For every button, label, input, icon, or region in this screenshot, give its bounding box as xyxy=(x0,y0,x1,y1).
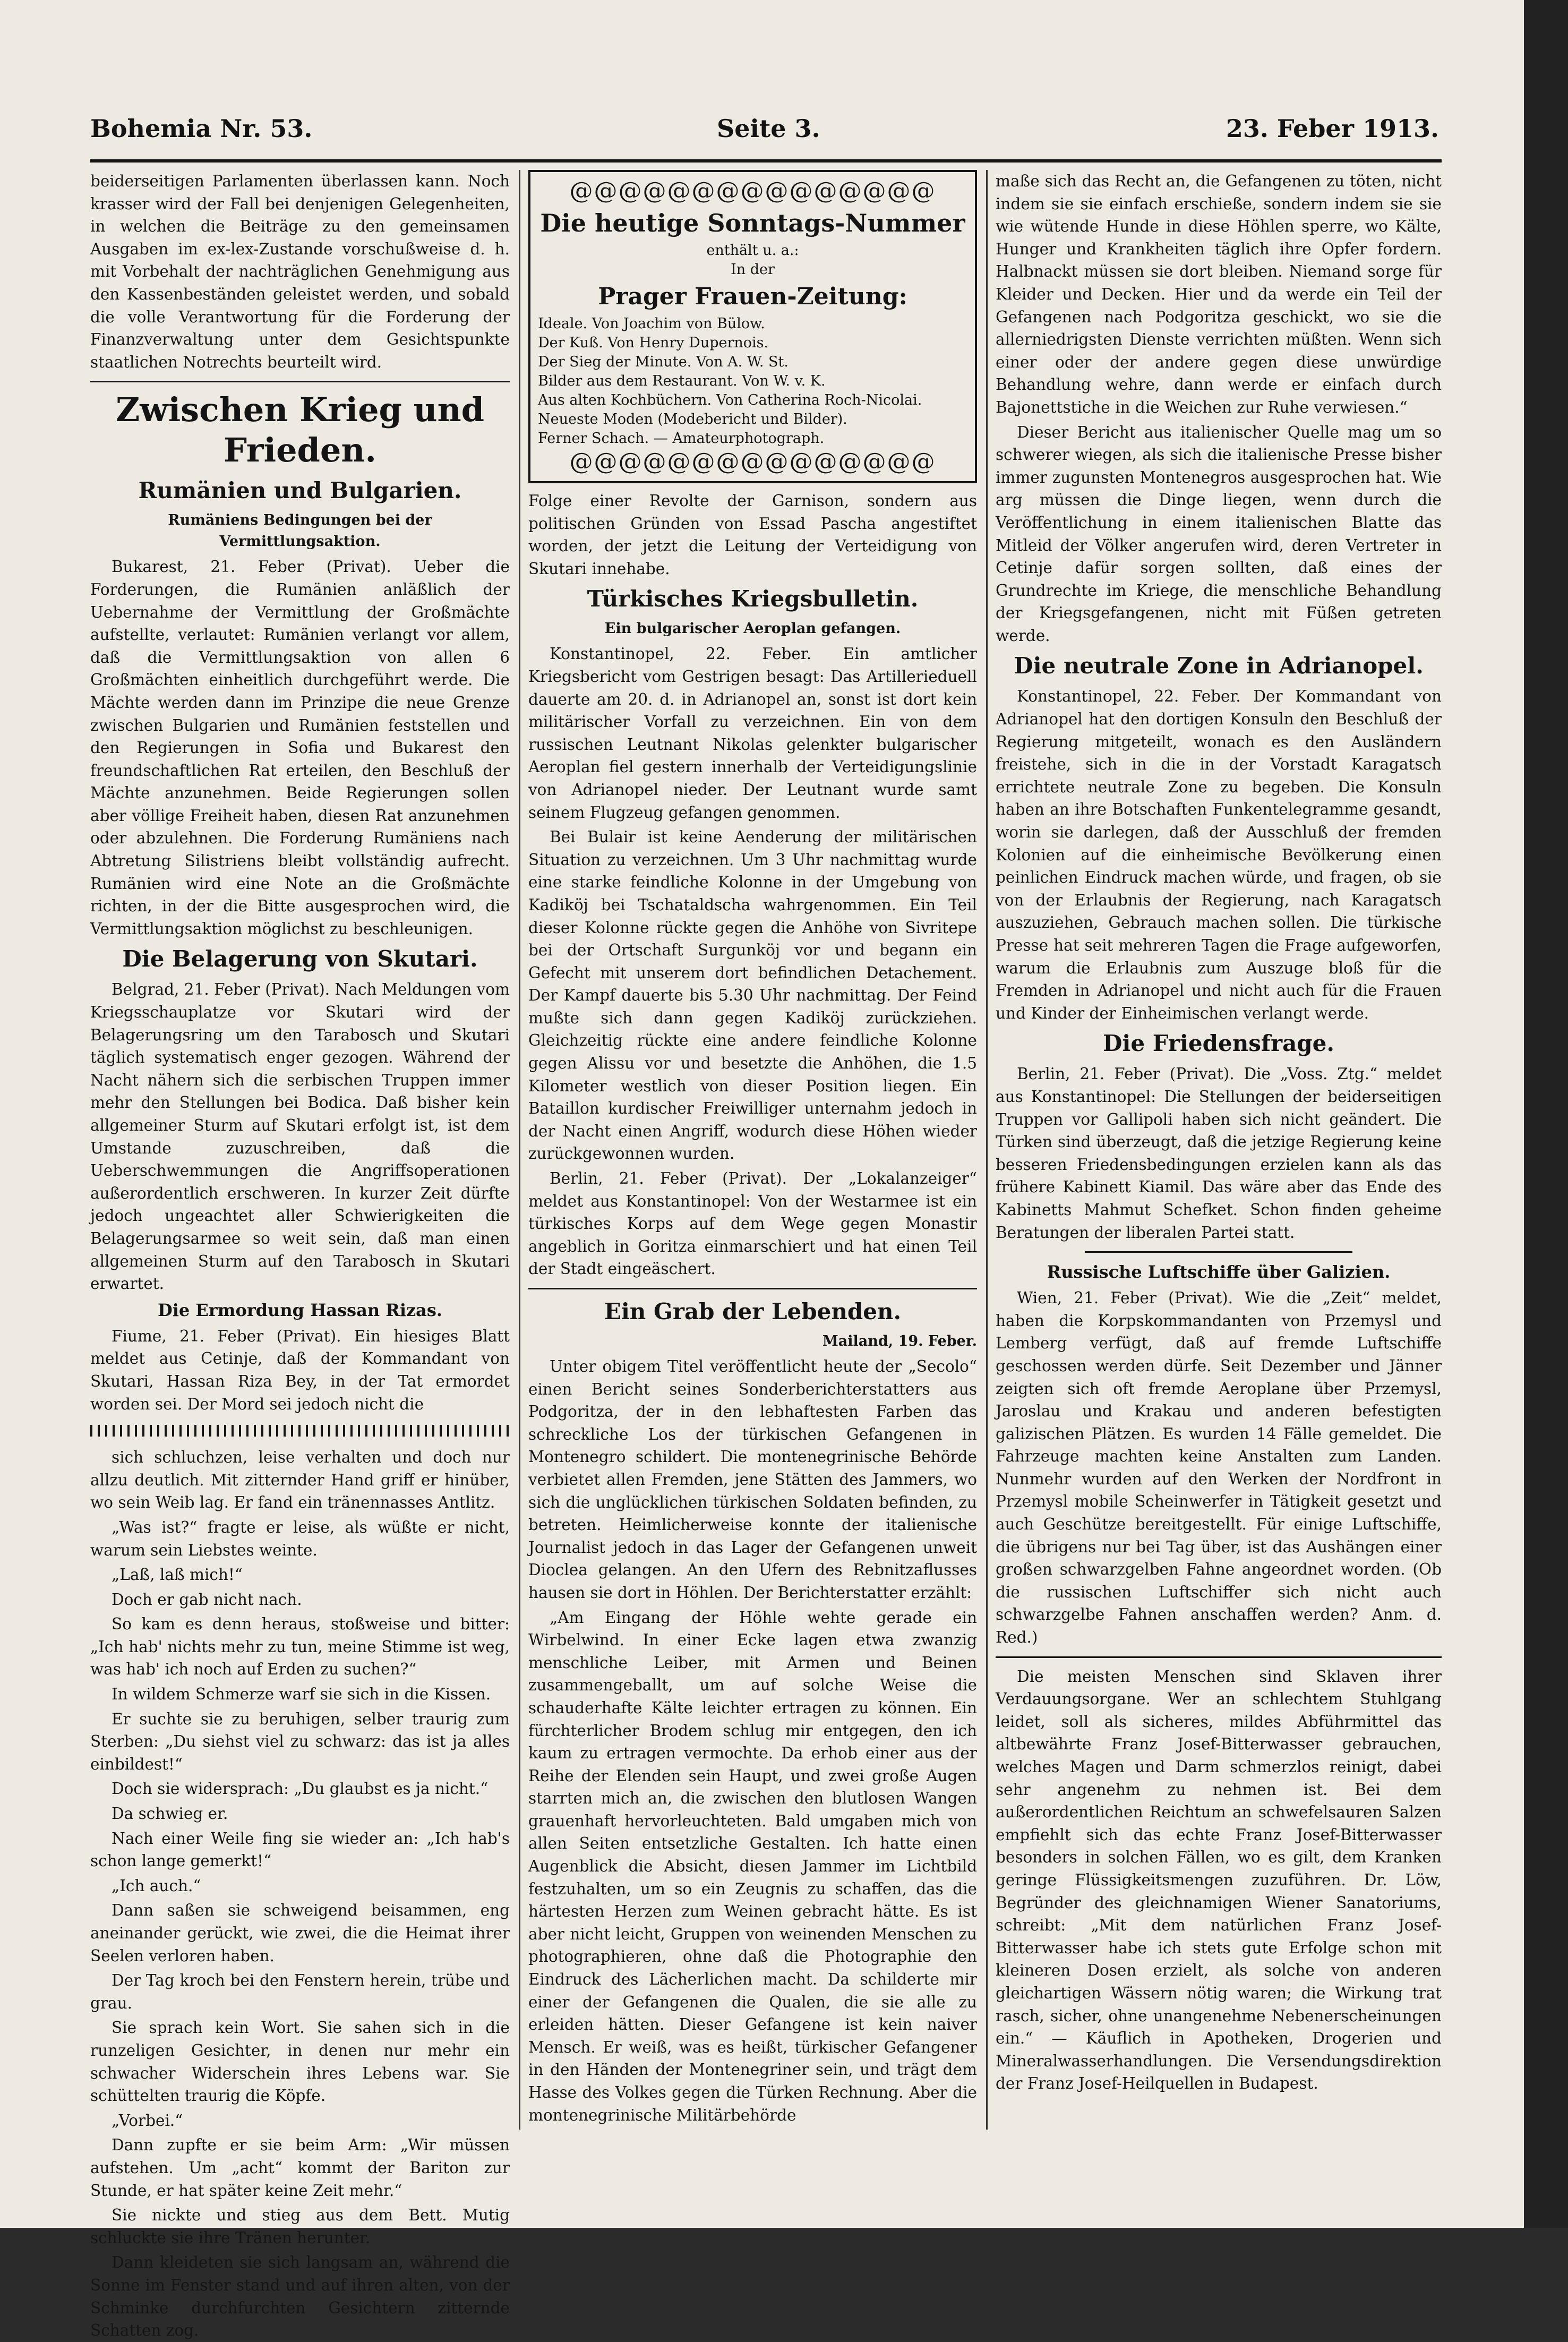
story-paragraph: In wildem Schmerze warf sie sich in die Kissen. xyxy=(112,1685,491,1704)
story-paragraph: sich schluchzen, leise verhalten und doch nur allzu deutlich. Mit zitternder Hand griff er hinüber, wo sein Weib lag. Er fand ein tränennasses Antlitz. xyxy=(90,1448,510,1512)
article-paragraph: Fiume, 21. Feber (Privat). Ein hiesiges Blatt meldet aus Cetinje, daß der Kommandant von Skutari, Hassan Riza Bey, in der Tat ermordet worden sei. Der Mord sei jedoch nicht die xyxy=(90,1327,510,1413)
article-subheadline: Die Ermordung Hassan Rizas. xyxy=(157,1300,443,1320)
box-title: Die heutige Sonntags-Nummer xyxy=(540,209,965,237)
box-supplement-title: Prager Frauen-Zeitung: xyxy=(598,283,907,310)
article-paragraph: Konstantinopel, 22. Feber. Ein amtlicher Kriegsbericht vom Gestrigen besagt: Das Artillerieduell dauerte am 20. d. in Adrianopel an, sonst ist dort kein militärischer Vorfall zu verzeichnen. Ein von dem russischen Leutnant Nikolas gelenkter bulgarischer Aeroplan fiel gestern innerhalb der Verteidigungslinie von Adrianopel nieder. Der Leutnant wurde samt seinem Flugzeug gefangen genommen. xyxy=(528,645,977,822)
header-date: 23. Feber 1913. xyxy=(1226,114,1439,143)
article-paragraph: Berlin, 21. Feber (Privat). Der „Lokalanzeiger“ meldet aus Konstantinopel: Von der Westarmee ist ein türkisches Korps auf dem Wege gegen Monastir angeblich in Goritza einmarschiert und hat einen Teil der Stadt eingeäschert. xyxy=(528,1169,977,1278)
article-headline: Rumänien und Bulgarien. xyxy=(138,477,462,504)
story-paragraph: Doch er gab nicht nach. xyxy=(112,1590,302,1609)
story-paragraph: Sie nickte und stieg aus dem Bett. Mutig schluckte sie ihre Tränen herunter. xyxy=(90,2206,510,2247)
story-paragraph: Sie sprach kein Wort. Sie sahen sich in die runzeligen Gesichter, in denen nur mehr ein schwacher Widerschein ihres Lebens war. Sie schüttelten traurig die Köpfe. xyxy=(90,2019,510,2105)
article-headline: Türkisches Kriegsbulletin. xyxy=(587,586,919,612)
box-content-item: Ideale. Von Joachim von Bülow. xyxy=(538,315,765,332)
article-paragraph: Wien, 21. Feber (Privat). Wie die „Zeit“ meldet, haben die Korpskommandanten von Przemysl und Lemberg verfügt, daß auf fremde Luftschiffe geschossen werden dürfe. Seit Dezember und Jänner zeigten sich oft fremde Aeroplane über Przemysl, Jaroslau und Krakau und anderen befestigten galizischen Plätzen. Es wurden 14 Fälle gemeldet. Die Fahrzeuge machten keine Anstalten zum Landen. Nunmehr wurden auf den Werken der Nordfront in Przemysl mobile Scheinwerfer in Tätigkeit gesetzt und auch Geschütze bereitgestellt. Für einige Luftschiffe, die übrigens nur bei Tag über, ist das Aushängen einer großen schwarzgelben Fahne angeordnet worden. (Ob die russischen Luftschiffer sich nicht auch schwarzgelbe Fahnen anschaffen werden? Anm. d. Red.) xyxy=(996,1289,1442,1647)
article-headline: Die neutrale Zone in Adrianopel. xyxy=(1014,653,1424,679)
ornament-border: @@@@@@@@@@@@@@@ xyxy=(569,177,936,204)
box-content-item: Der Kuß. Von Henry Dupernois. xyxy=(538,335,769,351)
story-paragraph: „Ich auch.“ xyxy=(112,1876,201,1895)
story-paragraph: „Laß, laß mich!“ xyxy=(112,1566,243,1584)
section-headline: Zwischen Krieg und Frieden. xyxy=(115,390,485,470)
article-paragraph: Bukarest, 21. Feber (Privat). Ueber die Forderungen, die Rumänien anläßlich der Uebernahme der Vermittlung der Großmächte aufstellte, verlautet: Rumänien verlangt vor allem, daß die Vermittlungsaktion von allen 6 Großmächten einheitlich durchgeführt werde. Die Mächte werden dann im Prinzipe die neue Grenze zwischen Bulgarien und Rumänien feststellen und den Regierungen in Sofia und Bukarest den freundschaftlichen Rat erteilen, den Beschluß der Mächte anzunehmen. Beide Regierungen sollen aber völlige Freiheit haben, diesen Rat anzunehmen oder abzulehnen. Die Forderung Rumäniens nach Abtretung Silistriens bleibt vollständig aufrecht. Rumänien wird eine Note an die Großmächte richten, in der die Bitte ausgesprochen wird, die Vermittlungsaktion möglichst zu beschleunigen. xyxy=(90,558,510,938)
article-paragraph: „Am Eingang der Höhle wehte gerade ein Wirbelwind. In einer Ecke lagen etwa zwanzig menschliche Leiber, mit Armen und Beinen zusammengeballt, um auf solche Weise die schauderhafte Kälte leichter ertragen zu können. Ein fürchterlicher Brodem schlug mir entgegen, den ich kaum zu ertragen vermochte. Da erhob einer aus der Reihe der Elenden sein Haupt, und zwei große Augen starrten mich an, die zwischen den blutlosen Wangen grauenhaft hervorleuchteten. Bald umgaben mich von allen Seiten entsetzliche Gestalten. Ich hatte einen Augenblick die Absicht, diesen Jammer im Lichtbild festzuhalten, um so ein Zeugnis zu schaffen, das die härtesten Herzen zum Weinen gebracht hätte. Es ist aber nicht leicht, Gruppen von weinenden Menschen zu photographieren, ohne daß die Photographie den Eindruck des Lächerlichen macht. Da schilderte mir einer der Gefangenen die Qualen, die sie alle zu erleiden hätten. Dieser Gefangene ist kein naiver Mensch. Er weiß, was es heißt, türkischer Gefangener in den Händen der Montenegriner sein, und trägt dem Hasse des Volkes gegen die Türken Rechnung. Aber die montenegrinische Militärbehörde xyxy=(528,1608,977,2124)
article-paragraph: Bei Bulair ist keine Aenderung der militärischen Situation zu verzeichnen. Um 3 Uhr nachmittag wurde eine starke feindliche Kolonne in der Umgebung von Kadiköj bei Tschataldscha wahrgenommen. Ein Teil dieser Kolonne rückte gegen die Anhöhe von Sivritepe bei der Ortschaft Surgunköj vor und begann ein Gefecht mit unserem dort befindlichen Detachement. Der Kampf dauerte bis 5.30 Uhr nachmittag. Der Feind mußte sich dann gegen Kadiköj zurückziehen. Gleichzeitig rückte eine andere feindliche Kolonne gegen Alissu vor und besetzte die Anhöhen, die 1.5 Kilometer westlich von dieser Position liegen. Ein Bataillon kurdischer Freiwilliger unternahm jedoch in der Nacht einen Angriff, wodurch diese Höhen wieder zurückgewonnen wurden. xyxy=(528,828,977,1163)
page-header xyxy=(90,114,1439,157)
article-continuation: Folge einer Revolte der Garnison, sondern aus politischen Gründen von Essad Pascha angestiftet worden, der jetzt die Leitung der Verteidigung von Skutari innehabe. xyxy=(528,492,977,578)
article-paragraph: Unter obigem Titel veröffentlicht heute der „Secolo“ einen Bericht seines Sonderberichterstatters aus Podgoritza, der in den lebhaftesten Farben das schreckliche Los der türkischen Gefangenen in Montenegro schildert. Die montenegrinische Behörde verbietet allen Fremden, jene Stätten des Jammers, wo sich die unglücklichen türkischen Soldaten befinden, zu betreten. Heimlicherweise konnte der italienische Journalist jedoch in das Lager der Gefangenen unweit Dioclea gelangen. An den Ufern des Rebnitzaflusses hausen sie dort in Höhlen. Der Berichterstatter erzählt: xyxy=(528,1357,977,1602)
article-subheadline: Rumäniens Bedingungen bei der Vermittlungsaktion. xyxy=(168,512,432,550)
header-page-number: Seite 3. xyxy=(717,114,820,143)
box-content-item: Neueste Moden (Modebericht und Bilder). xyxy=(538,411,847,428)
article-paragraph: Berlin, 21. Feber (Privat). Die „Voss. Ztg.“ meldet aus Konstantinopel: Die Stellungen der beiderseitigen Truppen vor Gallipoli haben sich nicht geändert. Die Türken sind überzeugt, daß die jetzige Regierung keine besseren Friedensbedingungen erzielen kann als das frühere Kabinett Kiamil. Das wäre aber das Ende des Kabinetts Mahmut Schefket. Schon finden geheime Beratungen der liberalen Partei statt. xyxy=(996,1065,1442,1242)
story-paragraph: Doch sie widersprach: „Du glaubst es ja nicht.“ xyxy=(112,1780,489,1798)
article-subheadline: Russische Luftschiffe über Galizien. xyxy=(1047,1262,1391,1283)
article-paragraph: Dieser Bericht aus italienischer Quelle mag um so schwerer wiegen, als sich die italienische Presse bisher immer zugunsten Montenegros ausgesprochen hat. Wie arg müssen die Dinge liegen, wenn durch die Veröffentlichung in einem italienischen Blatte das Mitleid der Völker angerufen wird, deren Vertreter in Cetinje dafür sorgen sollten, daß eines der Grundrechte im Kriege, die menschliche Behandlung der Kriegsgefangenen, nicht mit Füßen getreten werde. xyxy=(996,423,1442,645)
story-paragraph: „Was ist?“ fragte er leise, als wüßte er nicht, warum sein Liebstes weinte. xyxy=(90,1518,510,1559)
article-paragraph: Konstantinopel, 22. Feber. Der Kommandant von Adrianopel hat den dortigen Konsuln den Beschluß der Regierung mitgeteilt, wonach es den Ausländern freistehe, sich in die in der Vorstadt Karagatsch errichtete neutrale Zone zu begeben. Die Konsuln haben an ihre Botschaften Funkentelegramme gesandt, worin sie darlegen, daß der Ausschluß der fremden Kolonien auf die einheimische Bevölkerung einen peinlichen Eindruck machen würde, und fragen, ob sie von der Erlaubnis der Regierung, nach Karagatsch auszuziehen, Gebrauch machen sollen. Die türkische Presse hat seit mehreren Tagen die Frage aufgeworfen, warum die Erlaubnis zum Auszuge bloß für die Fremden in Adrianopel und nicht auch für die Frauen und Kinder der Einheimischen verlangt werde. xyxy=(996,687,1442,1022)
column-rule xyxy=(519,170,520,2130)
box-line: enthält u. a.: xyxy=(706,242,799,259)
story-paragraph: „Vorbei.“ xyxy=(112,2111,183,2130)
sunday-issue-box xyxy=(528,170,977,483)
box-line: In der xyxy=(731,261,775,278)
divider xyxy=(996,1656,1442,1658)
header-paper-number: Bohemia Nr. 53. xyxy=(90,114,313,143)
article-continuation: maße sich das Recht an, die Gefangenen zu töten, nicht indem sie sie einfach erschieße, sondern indem sie sie wie wütende Hunde in diese Höhlen sperre, wo Kälte, Hunger und Krankheiten täglich ihre Opfer fordern. Halbnackt müssen sie dort bleiben. Niemand sorge für Kleider und Decken. Hier und da werde ein Teil der Gefangenen nach Podgoritza geschickt, wo sie die allerniedrigsten Dienste verrichten müßten. Wenn sich einer oder der andere gegen diese unwürdige Behandlung wehre, dann werde er einfach durch Bajonettstiche in die Weichen zur Ruhe verwiesen.“ xyxy=(996,172,1442,416)
column-3 xyxy=(996,170,1442,2130)
story-paragraph: So kam es denn heraus, stoßweise und bitter: „Ich hab' nichts mehr zu tun, meine Stimme ist weg, was hab' ich noch auf Erden zu suchen?“ xyxy=(90,1615,510,1679)
box-content-item: Der Sieg der Minute. Von A. W. St. xyxy=(538,354,789,370)
article-headline: Die Friedensfrage. xyxy=(1103,1030,1334,1057)
story-paragraph: Der Tag kroch bei den Fenstern herein, trübe und grau. xyxy=(90,1971,510,2012)
column-1 xyxy=(90,170,510,2340)
advertisement-text: Die meisten Menschen sind Sklaven ihrer Verdauungsorgane. Wer an schlechtem Stuhlgang leidet, soll als sicheres, mildes Abführmittel das altbewährte Franz Josef-Bitterwasser gebrauchen, welches Magen und Darm schmerzlos reinigt, dabei sehr angenehm zu nehmen ist. Bei dem außerordentlichen Reichtum an schwefelsauren Salzen empfiehlt sich das echte Franz Josef-Bitterwasser besonders in solchen Fällen, wo es gilt, dem Kranken geringe Flüssigkeitsmengen zuzuführen. Dr. Löw, Begründer des gleichnamigen Wiener Sanatoriums, schreibt: „Mit dem natürlichen Franz Josef-Bitterwasser habe ich stets gute Erfolge schon mit kleineren Dosen erzielt, als solche von anderen gleichartigen Wässern nötig waren; die Wirkung trat rasch, sicher, ohne unangenehme Nebenerscheinungen ein.“ — Käuflich in Apotheken, Drogerien und Mineralwasserhandlungen. Die Versendungsdirektion der Franz Josef-Heilquellen in Budapest. xyxy=(996,1667,1442,2093)
article-paragraph: Belgrad, 21. Feber (Privat). Nach Meldungen vom Kriegsschauplatze vor Skutari wird der Belagerungsring um den Tarabosch und Skutari täglich systematisch enger gezogen. Während der Nacht nähern sich die serbischen Truppen immer mehr den Stellungen bei Bodica. Daß bisher kein allgemeiner Sturm auf Skutari erfolgt ist, ist dem Umstande zuzuschreiben, daß die Ueberschwemmungen die Angriffsoperationen außerordentlich erschweren. In kurzer Zeit dürfte jedoch ungeachtet aller Schwierigkeiten die Belagerungsarmee so weit sein, daß man einen allgemeinen Sturm auf den Tarabosch in Skutari erwartet. xyxy=(90,980,510,1293)
article-headline: Ein Grab der Lebenden. xyxy=(604,1298,902,1324)
story-paragraph: Dann saßen sie schweigend beisammen, eng aneinander gerückt, wie zwei, die die Heimat ihrer Seelen verloren haben. xyxy=(90,1901,510,1965)
divider xyxy=(1085,1251,1352,1253)
story-paragraph: Nach einer Weile fing sie wieder an: „Ich hab's schon lange gemerkt!“ xyxy=(90,1829,510,1870)
article-dateline: Mailand, 19. Feber. xyxy=(822,1333,977,1349)
story-paragraph: Er suchte sie zu beruhigen, selber traurig zum Sterben: „Du siehst viel zu schwarz: das ist ja alles einbildest!“ xyxy=(90,1710,510,1773)
box-content-item: Aus alten Kochbüchern. Von Catherina Roch-Nicolai. xyxy=(538,392,922,408)
article-headline: Die Belagerung von Skutari. xyxy=(122,946,478,972)
divider xyxy=(90,381,510,382)
column-rule xyxy=(986,170,988,2130)
scan-edge xyxy=(1524,0,1568,2228)
box-content-item: Ferner Schach. — Amateurphotograph. xyxy=(538,430,825,447)
story-paragraph: Dann zupfte er sie beim Arm: „Wir müssen aufstehen. Um „acht“ kommt der Bariton zur Stunde, er hat später keine Zeit mehr.“ xyxy=(90,2136,510,2200)
feuilleton-divider xyxy=(90,1425,510,1437)
header-rule xyxy=(90,159,1442,163)
ornament-border: @@@@@@@@@@@@@@@ xyxy=(569,448,936,475)
story-paragraph: Da schwieg er. xyxy=(112,1805,228,1823)
article-continuation: beiderseitigen Parlamenten überlassen kann. Noch krasser wird der Fall bei denjenigen Gelegenheiten, in welchen die Beiträge zu den gemeinsamen Ausgaben im ex-lex-Zustande vorschußweise d. h. mit Vorbehalt der nachträglichen Genehmigung aus den Kassenbeständen geleistet werden, und sobald die volle Verantwortung für die Forderung der Finanzverwaltung unter dem Gesichtspunkte staatlichen Notrechts beurteilt wird. xyxy=(90,172,510,371)
feuilleton-story xyxy=(90,1446,510,2342)
story-paragraph: Dann kleideten sie sich langsam an, während die Sonne im Fenster stand und auf ihren alten, von der Schminke durchfurchten Gesichtern zitternde Schatten zog. xyxy=(90,2253,510,2340)
box-content-item: Bilder aus dem Restaurant. Von W. v. K. xyxy=(538,373,826,389)
article-subheadline: Ein bulgarischer Aeroplan gefangen. xyxy=(604,620,901,637)
column-2 xyxy=(528,170,977,2130)
divider xyxy=(528,1288,977,1289)
